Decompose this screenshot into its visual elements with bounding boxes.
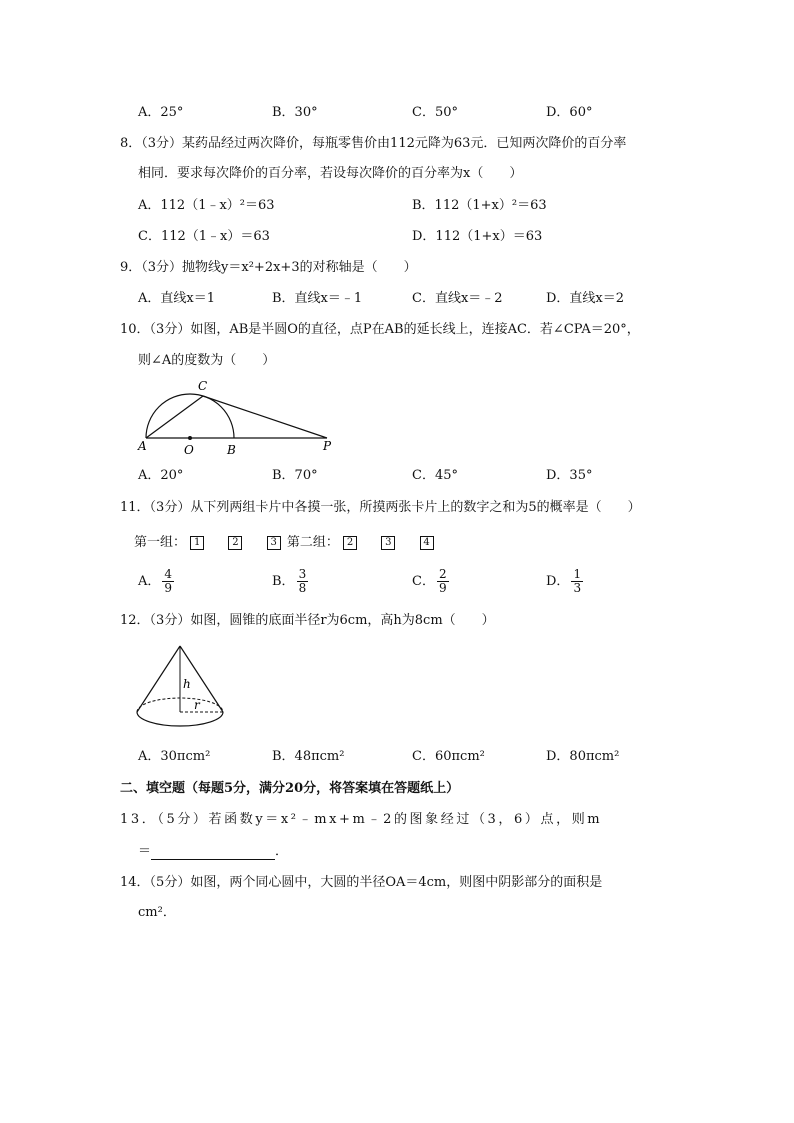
label-h: h bbox=[183, 677, 191, 691]
q12-option-d: D．80πcm² bbox=[546, 749, 620, 764]
q14-stem: 14．（5分）如图，两个同心圆中，大圆的半径OA＝4cm，则图中阴影部分的面积是 bbox=[120, 875, 603, 890]
q8-option-b: B．112（1+x）²＝63 bbox=[412, 198, 547, 213]
card-group1-1: 1 bbox=[190, 536, 204, 550]
q7-option-c: C．50° bbox=[412, 105, 458, 120]
q10-option-c: C．45° bbox=[412, 468, 458, 483]
denominator: 3 bbox=[573, 581, 582, 595]
center-point-o bbox=[188, 436, 192, 440]
equals-sign: ＝ bbox=[138, 844, 152, 859]
numerator: 1 bbox=[573, 567, 582, 581]
q10-stem-line1: 10．（3分）如图，AB是半圆O的直径，点P在AB的延长线上，连接AC．若∠CPA＝20°， bbox=[120, 322, 640, 337]
denominator: 9 bbox=[164, 581, 173, 595]
q7-option-b: B．30° bbox=[272, 105, 318, 120]
label-p: P bbox=[323, 439, 332, 453]
q12-option-b: B．48πcm² bbox=[272, 749, 345, 764]
fraction bbox=[297, 568, 309, 595]
q10-stem-line2: 则∠A的度数为（ ） bbox=[138, 353, 276, 368]
fraction bbox=[437, 568, 449, 595]
semicircle-figure bbox=[130, 376, 345, 458]
cone-base-front bbox=[137, 712, 223, 726]
card-group2-4: 4 bbox=[420, 536, 434, 550]
q10-option-d: D．35° bbox=[546, 468, 593, 483]
card-group1-3: 3 bbox=[267, 536, 281, 550]
option-letter: A． bbox=[138, 574, 161, 589]
label-a: A bbox=[138, 439, 147, 453]
q9-option-c: C．直线x＝﹣2 bbox=[412, 291, 503, 306]
group1-label: 第一组： bbox=[134, 535, 187, 550]
q10-option-b: B．70° bbox=[272, 468, 318, 483]
q11-option-a bbox=[138, 568, 174, 595]
numerator: 2 bbox=[438, 567, 447, 581]
option-letter: D． bbox=[546, 574, 570, 589]
q7-option-a: A．25° bbox=[138, 105, 184, 120]
label-b: B bbox=[227, 443, 236, 457]
label-o: O bbox=[184, 443, 194, 457]
period: ． bbox=[275, 844, 289, 859]
q8-option-c: C．112（1﹣x）＝63 bbox=[138, 229, 270, 244]
q12-option-c: C．60πcm² bbox=[412, 749, 485, 764]
denominator: 8 bbox=[298, 581, 307, 595]
card-group1-2: 2 bbox=[228, 536, 242, 550]
q8-option-a: A．112（1﹣x）²＝63 bbox=[138, 198, 275, 213]
label-r: r bbox=[194, 698, 200, 712]
q13-answer-line bbox=[138, 844, 288, 860]
cone-left-edge bbox=[137, 646, 180, 712]
q9-stem: 9．（3分）抛物线y＝x²+2x+3的对称轴是（ ） bbox=[120, 260, 417, 275]
numerator: 4 bbox=[164, 567, 173, 581]
semicircle-arc bbox=[146, 394, 234, 438]
cone-figure bbox=[132, 642, 232, 734]
q11-option-b bbox=[272, 568, 308, 595]
q8-option-d: D．112（1+x）＝63 bbox=[412, 229, 543, 244]
q9-option-a: A．直线x＝1 bbox=[138, 291, 215, 306]
option-letter: B． bbox=[272, 574, 295, 589]
numerator: 3 bbox=[298, 567, 307, 581]
option-letter: C． bbox=[412, 574, 435, 589]
q9-option-d: D．直线x＝2 bbox=[546, 291, 625, 306]
q14-unit: cm²． bbox=[138, 905, 176, 920]
q11-option-c bbox=[412, 568, 449, 595]
label-c: C bbox=[198, 379, 208, 393]
line-cp bbox=[203, 396, 327, 438]
line-ac bbox=[146, 396, 203, 438]
fraction bbox=[162, 568, 174, 595]
denominator: 9 bbox=[438, 581, 447, 595]
q12-option-a: A．30πcm² bbox=[138, 749, 211, 764]
q12-stem: 12．（3分）如图，圆锥的底面半径r为6cm，高h为8cm（ ） bbox=[120, 613, 495, 628]
section-heading-fill-in: 二、填空题（每题5分，满分20分，将答案填在答题纸上） bbox=[120, 781, 460, 796]
q8-stem-line1: 8．（3分）某药品经过两次降价，每瓶零售价由112元降为63元．已知两次降价的百分率 bbox=[120, 136, 627, 151]
q11-option-d bbox=[546, 568, 583, 595]
q8-stem-line2: 相同．要求每次降价的百分率，若设每次降价的百分率为x（ ） bbox=[138, 166, 523, 181]
q7-option-d: D．60° bbox=[546, 105, 593, 120]
q10-option-a: A．20° bbox=[138, 468, 184, 483]
card-group2-3: 3 bbox=[381, 536, 395, 550]
q11-card-groups bbox=[134, 535, 436, 551]
q11-stem: 11．（3分）从下列两组卡片中各摸一张，所摸两张卡片上的数字之和为5的概率是（ ） bbox=[120, 500, 641, 515]
q13-answer-blank[interactable] bbox=[151, 847, 275, 860]
fraction bbox=[571, 568, 583, 595]
group2-label: 第二组： bbox=[286, 535, 339, 550]
card-group2-2: 2 bbox=[343, 536, 357, 550]
q9-option-b: B．直线x＝﹣1 bbox=[272, 291, 363, 306]
q13-stem: 13．（5分）若函数y＝x²﹣mx+m﹣2的图象经过（3，6）点，则m bbox=[120, 812, 603, 827]
